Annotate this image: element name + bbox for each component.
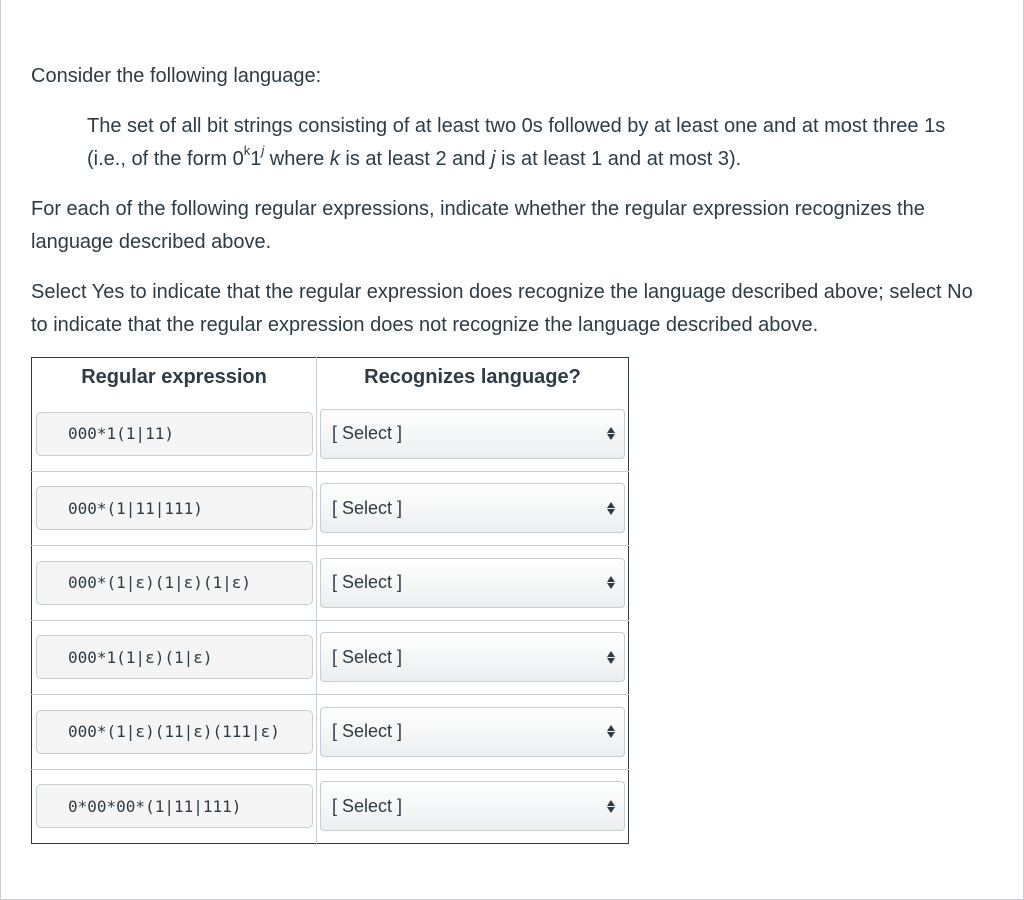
select-instructions-paragraph: Select Yes to indicate that the regular expression does recognize the language described above; select No to indicate that the regular expression does not recognize the language described above.: [31, 281, 973, 336]
regex-expression: 000*1(1|ε)(1|ε): [36, 635, 313, 679]
select-value: [ Select ]: [332, 423, 403, 444]
select-value: [ Select ]: [332, 721, 403, 742]
updown-arrows-icon: [607, 725, 615, 738]
table-row: [32, 695, 629, 770]
regex-expression: 0*00*00*(1|11|111): [36, 784, 313, 828]
language-description: The set of all bit strings consisting of at least two 0s followed by at least one and at most three 1s (i.e., of the form 0$^k$1$^j$ where k is at least 2 and j is at least 1 and at most 3).: [87, 115, 946, 170]
column-header-recognizes: Recognizes language?: [317, 358, 629, 398]
table-row: [32, 471, 629, 546]
select-value: [ Select ]: [332, 572, 403, 593]
updown-arrows-icon: [607, 800, 615, 813]
answer-select[interactable]: [320, 781, 625, 831]
regex-expression: 000*(1|ε)(11|ε)(111|ε): [36, 710, 313, 754]
answer-select[interactable]: [320, 409, 625, 459]
answer-select[interactable]: [320, 483, 625, 533]
answer-select[interactable]: [320, 707, 625, 757]
column-header-expression: Regular expression: [81, 366, 267, 388]
regex-expression: 000*(1|ε)(1|ε)(1|ε): [36, 561, 313, 605]
regex-expression: 000*1(1|11): [36, 412, 313, 456]
select-value: [ Select ]: [332, 795, 403, 816]
updown-arrows-icon: [607, 427, 615, 440]
updown-arrows-icon: [607, 576, 615, 589]
updown-arrows-icon: [607, 651, 615, 664]
table-row: [32, 620, 629, 695]
question-content: [31, 60, 991, 844]
table-row: [32, 546, 629, 621]
updown-arrows-icon: [607, 502, 615, 515]
answer-select[interactable]: [320, 558, 625, 608]
regex-expression: 000*(1|11|111): [36, 486, 313, 530]
question-intro: Consider the following language:: [31, 65, 322, 87]
answer-table: [31, 357, 629, 844]
select-value: [ Select ]: [332, 646, 403, 667]
instructions-paragraph: For each of the following regular expressions, indicate whether the regular expression recognizes the language described above.: [31, 198, 925, 253]
table-row: [32, 769, 629, 844]
select-value: [ Select ]: [332, 497, 403, 518]
answer-select[interactable]: [320, 632, 625, 682]
table-row: [32, 397, 629, 471]
